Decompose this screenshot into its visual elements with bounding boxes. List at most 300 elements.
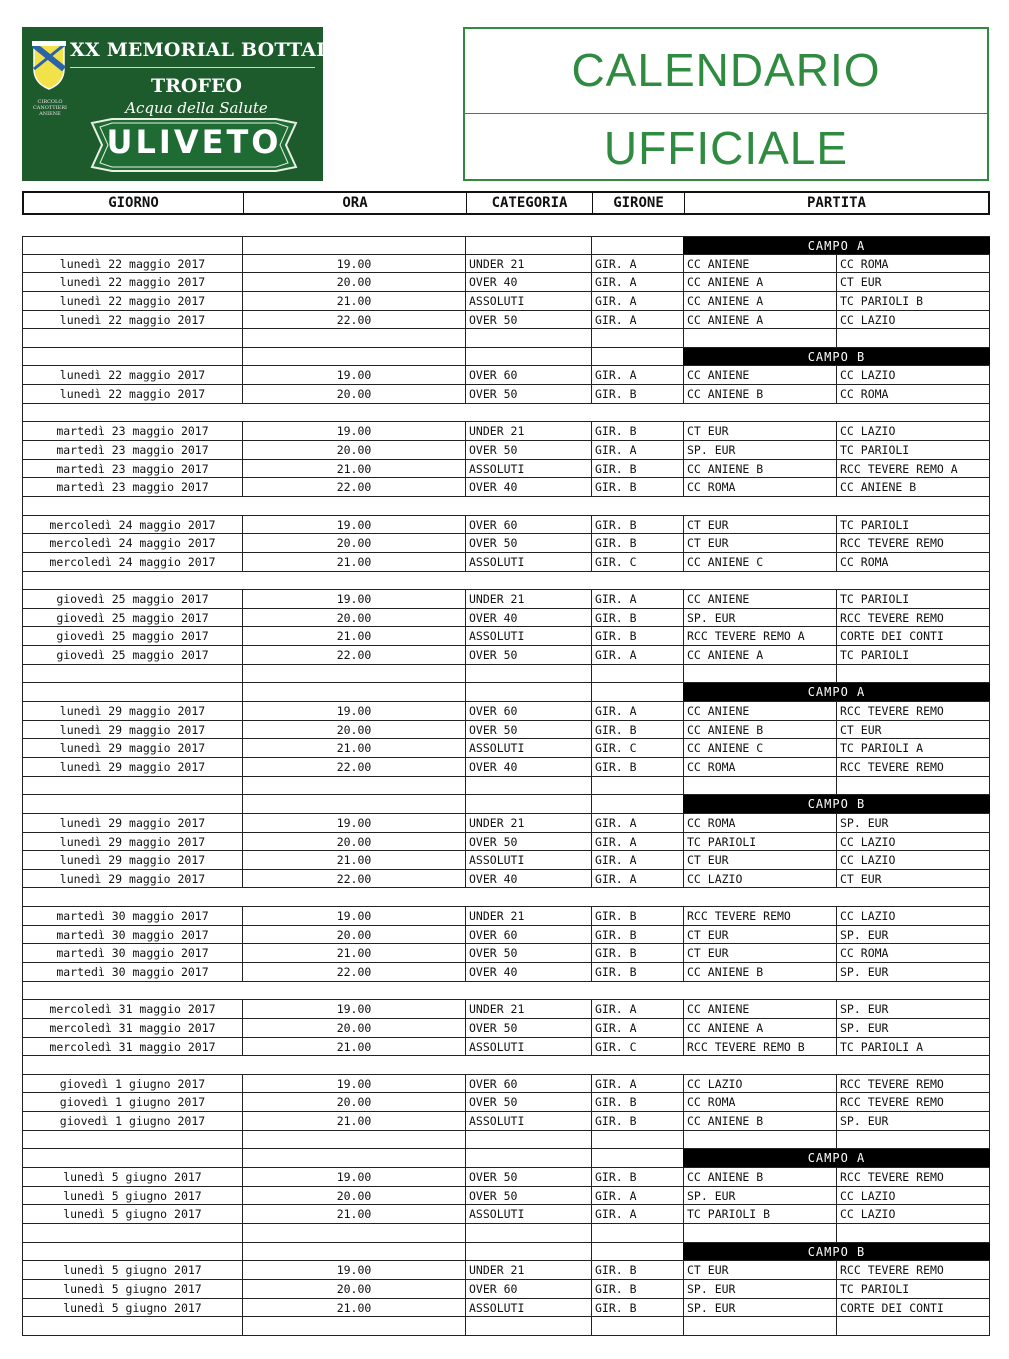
table-header — [22, 191, 990, 215]
girone-cell: GIR. B — [591, 1299, 683, 1317]
team-home-cell: CC ANIENE — [683, 702, 836, 720]
empty-cell — [242, 1317, 465, 1335]
empty-row — [22, 1131, 990, 1150]
team-away-cell: CC LAZIO — [836, 1187, 990, 1205]
empty-row — [22, 665, 990, 684]
ora-cell: 20.00 — [242, 534, 465, 552]
empty-cell — [591, 683, 683, 701]
table-row — [22, 1168, 990, 1187]
table-row — [22, 609, 990, 628]
team-home-cell: SP. EUR — [683, 1299, 836, 1317]
girone-cell: GIR. A — [591, 646, 683, 664]
table-row — [22, 814, 990, 833]
ora-cell: 22.00 — [242, 758, 465, 776]
giorno-cell: giovedì 25 maggio 2017 — [22, 609, 242, 627]
ora-cell: 21.00 — [242, 460, 465, 478]
table-row — [22, 273, 990, 292]
empty-row — [22, 329, 990, 348]
girone-cell: GIR. A — [591, 702, 683, 720]
categoria-cell: ASSOLUTI — [465, 627, 591, 645]
table-row — [22, 366, 990, 385]
categoria-cell: UNDER 21 — [465, 907, 591, 925]
categoria-cell: OVER 50 — [465, 534, 591, 552]
team-home-cell: CC ANIENE A — [683, 1019, 836, 1037]
campo-label: CAMPO B — [683, 1243, 990, 1261]
team-away-cell: TC PARIOLI B — [836, 292, 990, 310]
table-row — [22, 422, 990, 441]
giorno-cell: lunedì 29 maggio 2017 — [22, 721, 242, 739]
girone-cell: GIR. B — [591, 1261, 683, 1279]
table-row — [22, 460, 990, 479]
campo-label: CAMPO A — [683, 237, 990, 254]
empty-cell — [465, 1224, 591, 1242]
campo-row — [22, 1149, 990, 1168]
giorno-cell: lunedì 5 giugno 2017 — [22, 1168, 242, 1186]
team-away-cell: TC PARIOLI — [836, 646, 990, 664]
team-away-cell: TC PARIOLI — [836, 1280, 990, 1298]
team-away-cell: TC PARIOLI — [836, 516, 990, 534]
categoria-cell: OVER 50 — [465, 646, 591, 664]
table-row — [22, 311, 990, 330]
table-row — [22, 441, 990, 460]
table-row — [22, 758, 990, 777]
table-row — [22, 926, 990, 945]
team-away-cell: SP. EUR — [836, 1000, 990, 1018]
giorno-cell: lunedì 29 maggio 2017 — [22, 814, 242, 832]
team-home-cell: CC LAZIO — [683, 870, 836, 888]
girone-cell: GIR. B — [591, 385, 683, 403]
team-home-cell: TC PARIOLI B — [683, 1205, 836, 1223]
table-row — [22, 516, 990, 535]
giorno-cell: martedì 30 maggio 2017 — [22, 926, 242, 944]
categoria-cell: OVER 60 — [465, 1075, 591, 1093]
team-home-cell: CC ANIENE A — [683, 292, 836, 310]
team-home-cell: CC ANIENE C — [683, 553, 836, 571]
logo-trofeo: TROFEO — [150, 75, 242, 97]
team-away-cell: CC ROMA — [836, 553, 990, 571]
giorno-cell: martedì 23 maggio 2017 — [22, 460, 242, 478]
title-line-1: CALENDARIO — [571, 44, 881, 96]
empty-cell — [242, 237, 465, 254]
ora-cell: 21.00 — [242, 1112, 465, 1130]
empty-cell — [22, 1317, 242, 1335]
ora-cell: 19.00 — [242, 516, 465, 534]
girone-cell: GIR. C — [591, 553, 683, 571]
categoria-cell: OVER 60 — [465, 1280, 591, 1298]
ora-cell: 20.00 — [242, 1187, 465, 1205]
empty-cell — [242, 348, 465, 366]
team-away-cell: CT EUR — [836, 273, 990, 291]
girone-cell: GIR. B — [591, 758, 683, 776]
empty-cell — [836, 777, 990, 795]
team-home-cell: CC ROMA — [683, 478, 836, 496]
girone-cell: GIR. A — [591, 273, 683, 291]
giorno-cell: martedì 23 maggio 2017 — [22, 441, 242, 459]
campo-row — [22, 348, 990, 367]
table-row — [22, 478, 990, 497]
categoria-cell: OVER 50 — [465, 721, 591, 739]
ora-cell: 21.00 — [242, 1299, 465, 1317]
categoria-cell: OVER 40 — [465, 963, 591, 981]
empty-cell — [591, 329, 683, 347]
giorno-cell: lunedì 29 maggio 2017 — [22, 833, 242, 851]
giorno-cell: mercoledì 31 maggio 2017 — [22, 1038, 242, 1056]
giorno-cell: lunedì 5 giugno 2017 — [22, 1280, 242, 1298]
girone-cell: GIR. B — [591, 1280, 683, 1298]
ora-cell: 20.00 — [242, 1093, 465, 1111]
team-away-cell: RCC TEVERE REMO — [836, 1075, 990, 1093]
table-row — [22, 1038, 990, 1057]
team-home-cell: CC ANIENE B — [683, 721, 836, 739]
empty-row — [22, 777, 990, 796]
ora-cell: 20.00 — [242, 441, 465, 459]
ora-cell: 22.00 — [242, 870, 465, 888]
team-away-cell: SP. EUR — [836, 1112, 990, 1130]
team-away-cell: RCC TEVERE REMO — [836, 1261, 990, 1279]
team-home-cell: SP. EUR — [683, 441, 836, 459]
giorno-cell: mercoledì 24 maggio 2017 — [22, 553, 242, 571]
team-away-cell: RCC TEVERE REMO — [836, 702, 990, 720]
ora-cell: 20.00 — [242, 721, 465, 739]
girone-cell: GIR. A — [591, 814, 683, 832]
ora-cell: 21.00 — [242, 739, 465, 757]
empty-cell — [22, 665, 242, 683]
categoria-cell: ASSOLUTI — [465, 851, 591, 869]
team-home-cell: RCC TEVERE REMO B — [683, 1038, 836, 1056]
empty-cell — [683, 777, 836, 795]
empty-cell — [836, 665, 990, 683]
girone-cell: GIR. B — [591, 534, 683, 552]
giorno-cell: lunedì 22 maggio 2017 — [22, 273, 242, 291]
empty-cell — [22, 777, 242, 795]
header-giorno: GIORNO — [24, 193, 244, 213]
ora-cell: 19.00 — [242, 1168, 465, 1186]
separator-row — [22, 404, 990, 423]
empty-cell — [22, 1149, 242, 1167]
team-away-cell: CORTE DEI CONTI — [836, 1299, 990, 1317]
ora-cell: 20.00 — [242, 385, 465, 403]
girone-cell: GIR. A — [591, 590, 683, 608]
logo-sponsor-tagline: Acqua della Salute — [125, 99, 268, 117]
girone-cell: GIR. A — [591, 441, 683, 459]
header-ora: ORA — [244, 193, 467, 213]
team-away-cell: SP. EUR — [836, 814, 990, 832]
empty-cell — [591, 1243, 683, 1261]
team-home-cell: CC ROMA — [683, 758, 836, 776]
empty-cell — [465, 777, 591, 795]
categoria-cell: ASSOLUTI — [465, 553, 591, 571]
categoria-cell: OVER 40 — [465, 478, 591, 496]
table-row — [22, 1261, 990, 1280]
ora-cell: 21.00 — [242, 944, 465, 962]
girone-cell: GIR. A — [591, 292, 683, 310]
girone-cell: GIR. B — [591, 609, 683, 627]
empty-cell — [591, 348, 683, 366]
categoria-cell: ASSOLUTI — [465, 739, 591, 757]
giorno-cell: giovedì 1 giugno 2017 — [22, 1075, 242, 1093]
girone-cell: GIR. B — [591, 627, 683, 645]
title-box — [463, 27, 989, 181]
ora-cell: 22.00 — [242, 311, 465, 329]
ora-cell: 21.00 — [242, 851, 465, 869]
logo-brand: ULIVETO — [106, 123, 282, 161]
giorno-cell: mercoledì 24 maggio 2017 — [22, 516, 242, 534]
team-home-cell: CC LAZIO — [683, 1075, 836, 1093]
team-home-cell: CC ANIENE B — [683, 385, 836, 403]
empty-cell — [591, 795, 683, 813]
team-home-cell: SP. EUR — [683, 609, 836, 627]
ora-cell: 20.00 — [242, 833, 465, 851]
empty-cell — [591, 237, 683, 254]
team-home-cell: CC ANIENE A — [683, 646, 836, 664]
team-home-cell: CT EUR — [683, 516, 836, 534]
team-away-cell: RCC TEVERE REMO — [836, 1168, 990, 1186]
ora-cell: 21.00 — [242, 553, 465, 571]
girone-cell: GIR. B — [591, 1093, 683, 1111]
separator-row — [22, 982, 990, 1001]
girone-cell: GIR. C — [591, 739, 683, 757]
separator-row — [22, 1056, 990, 1075]
empty-cell — [836, 1224, 990, 1242]
girone-cell: GIR. A — [591, 311, 683, 329]
giorno-cell: martedì 30 maggio 2017 — [22, 944, 242, 962]
empty-cell — [591, 1149, 683, 1167]
giorno-cell: giovedì 1 giugno 2017 — [22, 1093, 242, 1111]
team-away-cell: CC ANIENE B — [836, 478, 990, 496]
empty-cell — [591, 1317, 683, 1335]
empty-cell — [465, 1149, 591, 1167]
ora-cell: 19.00 — [242, 907, 465, 925]
team-away-cell: CC ROMA — [836, 944, 990, 962]
empty-cell — [465, 348, 591, 366]
table-row — [22, 870, 990, 889]
team-away-cell: RCC TEVERE REMO — [836, 1093, 990, 1111]
ora-cell: 19.00 — [242, 255, 465, 273]
girone-cell: GIR. A — [591, 366, 683, 384]
categoria-cell: OVER 50 — [465, 1019, 591, 1037]
empty-cell — [683, 329, 836, 347]
logo-memorial-bottai — [22, 27, 326, 181]
empty-cell — [242, 777, 465, 795]
team-home-cell: CC ANIENE B — [683, 1112, 836, 1130]
team-away-cell: TC PARIOLI A — [836, 1038, 990, 1056]
ora-cell: 21.00 — [242, 292, 465, 310]
team-away-cell: RCC TEVERE REMO A — [836, 460, 990, 478]
table-row — [22, 553, 990, 572]
table-row — [22, 739, 990, 758]
ora-cell: 19.00 — [242, 1075, 465, 1093]
giorno-cell: giovedì 1 giugno 2017 — [22, 1112, 242, 1130]
categoria-cell: OVER 60 — [465, 516, 591, 534]
empty-cell — [591, 1131, 683, 1149]
team-away-cell: CT EUR — [836, 870, 990, 888]
team-away-cell: CC LAZIO — [836, 422, 990, 440]
table-row — [22, 627, 990, 646]
giorno-cell: martedì 23 maggio 2017 — [22, 422, 242, 440]
team-away-cell: CT EUR — [836, 721, 990, 739]
giorno-cell: lunedì 29 maggio 2017 — [22, 758, 242, 776]
team-home-cell: TC PARIOLI — [683, 833, 836, 851]
title-divider — [465, 113, 987, 114]
ora-cell: 20.00 — [242, 609, 465, 627]
campo-label: CAMPO B — [683, 795, 990, 813]
ora-cell: 21.00 — [242, 1205, 465, 1223]
team-home-cell: CC ANIENE — [683, 1000, 836, 1018]
categoria-cell: OVER 50 — [465, 1168, 591, 1186]
empty-cell — [465, 1131, 591, 1149]
ora-cell: 22.00 — [242, 646, 465, 664]
giorno-cell: martedì 23 maggio 2017 — [22, 478, 242, 496]
club-name: CIRCOLO CANOTTIERI ANIENE — [32, 99, 68, 117]
team-away-cell: RCC TEVERE REMO — [836, 534, 990, 552]
girone-cell: GIR. B — [591, 721, 683, 739]
team-away-cell: CC LAZIO — [836, 311, 990, 329]
girone-cell: GIR. A — [591, 1187, 683, 1205]
header-partita: PARTITA — [806, 195, 866, 211]
team-away-cell: TC PARIOLI A — [836, 739, 990, 757]
giorno-cell: lunedì 22 maggio 2017 — [22, 366, 242, 384]
table-row — [22, 534, 990, 553]
campo-row — [22, 1243, 990, 1262]
ora-cell: 22.00 — [242, 963, 465, 981]
team-away-cell: CC LAZIO — [836, 833, 990, 851]
categoria-cell: OVER 40 — [465, 870, 591, 888]
table-row — [22, 1187, 990, 1206]
girone-cell: GIR. B — [591, 963, 683, 981]
categoria-cell: OVER 40 — [465, 758, 591, 776]
team-home-cell: SP. EUR — [683, 1280, 836, 1298]
team-away-cell: RCC TEVERE REMO — [836, 609, 990, 627]
empty-cell — [22, 795, 242, 813]
team-away-cell: CC ROMA — [836, 255, 990, 273]
girone-cell: GIR. A — [591, 1205, 683, 1223]
title-line-2: UFFICIALE — [603, 122, 849, 174]
empty-cell — [465, 795, 591, 813]
empty-cell — [22, 683, 242, 701]
team-away-cell: RCC TEVERE REMO — [836, 758, 990, 776]
empty-cell — [465, 1317, 591, 1335]
team-home-cell: CC ROMA — [683, 1093, 836, 1111]
girone-cell: GIR. B — [591, 907, 683, 925]
team-home-cell: RCC TEVERE REMO — [683, 907, 836, 925]
table-row — [22, 590, 990, 609]
team-home-cell: RCC TEVERE REMO A — [683, 627, 836, 645]
logo-title: XX MEMORIAL BOTTAI — [70, 39, 326, 61]
giorno-cell: martedì 30 maggio 2017 — [22, 907, 242, 925]
empty-cell — [242, 1224, 465, 1242]
categoria-cell: UNDER 21 — [465, 590, 591, 608]
empty-cell — [591, 777, 683, 795]
team-home-cell: CT EUR — [683, 926, 836, 944]
team-home-cell: CT EUR — [683, 1261, 836, 1279]
empty-cell — [22, 237, 242, 254]
categoria-cell: ASSOLUTI — [465, 1112, 591, 1130]
table-row — [22, 292, 990, 311]
team-home-cell: CT EUR — [683, 422, 836, 440]
girone-cell: GIR. B — [591, 516, 683, 534]
empty-cell — [683, 665, 836, 683]
schedule-table — [22, 236, 990, 1336]
empty-cell — [242, 795, 465, 813]
empty-cell — [591, 1224, 683, 1242]
giorno-cell: lunedì 5 giugno 2017 — [22, 1205, 242, 1223]
categoria-cell: ASSOLUTI — [465, 1299, 591, 1317]
categoria-cell: OVER 60 — [465, 366, 591, 384]
ora-cell: 19.00 — [242, 1000, 465, 1018]
team-away-cell: SP. EUR — [836, 926, 990, 944]
empty-cell — [683, 1131, 836, 1149]
girone-cell: GIR. A — [591, 870, 683, 888]
giorno-cell: mercoledì 24 maggio 2017 — [22, 534, 242, 552]
empty-cell — [22, 1131, 242, 1149]
team-home-cell: CT EUR — [683, 534, 836, 552]
empty-cell — [836, 329, 990, 347]
table-row — [22, 1019, 990, 1038]
table-row — [22, 833, 990, 852]
ora-cell: 22.00 — [242, 478, 465, 496]
empty-cell — [836, 1131, 990, 1149]
categoria-cell: OVER 40 — [465, 273, 591, 291]
giorno-cell: lunedì 22 maggio 2017 — [22, 385, 242, 403]
team-away-cell: CC LAZIO — [836, 366, 990, 384]
empty-cell — [242, 1149, 465, 1167]
categoria-cell: OVER 50 — [465, 385, 591, 403]
giorno-cell: lunedì 22 maggio 2017 — [22, 255, 242, 273]
categoria-cell: ASSOLUTI — [465, 1205, 591, 1223]
categoria-cell: OVER 60 — [465, 702, 591, 720]
giorno-cell: mercoledì 31 maggio 2017 — [22, 1000, 242, 1018]
team-home-cell: CC ANIENE C — [683, 739, 836, 757]
girone-cell: GIR. A — [591, 851, 683, 869]
table-row — [22, 646, 990, 665]
team-home-cell: CC ANIENE B — [683, 1168, 836, 1186]
categoria-cell: UNDER 21 — [465, 1261, 591, 1279]
girone-cell: GIR. C — [591, 1038, 683, 1056]
giorno-cell: giovedì 25 maggio 2017 — [22, 590, 242, 608]
categoria-cell: OVER 50 — [465, 1187, 591, 1205]
ora-cell: 21.00 — [242, 1038, 465, 1056]
categoria-cell: ASSOLUTI — [465, 292, 591, 310]
girone-cell: GIR. B — [591, 460, 683, 478]
giorno-cell: lunedì 22 maggio 2017 — [22, 292, 242, 310]
header-categoria: CATEGORIA — [467, 193, 593, 213]
empty-cell — [22, 348, 242, 366]
table-row — [22, 1075, 990, 1094]
empty-cell — [465, 237, 591, 254]
girone-cell: GIR. B — [591, 422, 683, 440]
team-home-cell: CT EUR — [683, 851, 836, 869]
header-girone: GIRONE — [593, 193, 685, 213]
giorno-cell: lunedì 5 giugno 2017 — [22, 1299, 242, 1317]
empty-cell — [465, 1243, 591, 1261]
categoria-cell: OVER 50 — [465, 833, 591, 851]
team-home-cell: CC ANIENE B — [683, 460, 836, 478]
team-away-cell: SP. EUR — [836, 963, 990, 981]
empty-cell — [242, 665, 465, 683]
campo-row — [22, 795, 990, 814]
categoria-cell: UNDER 21 — [465, 422, 591, 440]
categoria-cell: OVER 50 — [465, 1093, 591, 1111]
team-home-cell: CC ANIENE B — [683, 963, 836, 981]
table-row — [22, 721, 990, 740]
girone-cell: GIR. B — [591, 1112, 683, 1130]
ora-cell: 20.00 — [242, 1019, 465, 1037]
separator-row — [22, 888, 990, 907]
team-home-cell: SP. EUR — [683, 1187, 836, 1205]
campo-label: CAMPO A — [683, 683, 990, 701]
girone-cell: GIR. B — [591, 1168, 683, 1186]
empty-cell — [242, 1131, 465, 1149]
